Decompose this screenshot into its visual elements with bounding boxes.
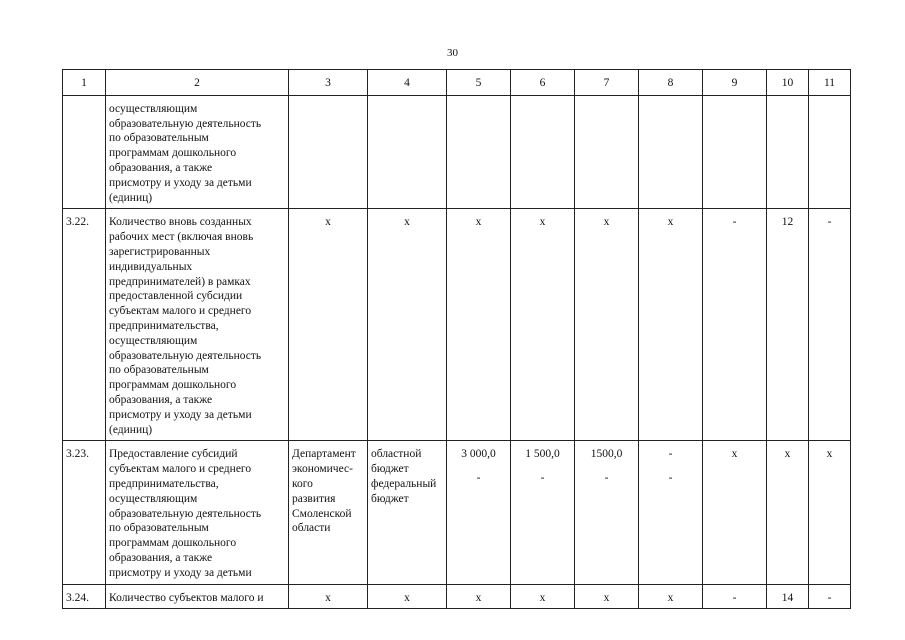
description-line: субъектам малого и среднего: [109, 463, 252, 476]
column-header: 4: [368, 70, 447, 96]
cell: x: [289, 584, 368, 609]
executor-line: Департамент: [292, 448, 356, 461]
source-line: областной: [371, 448, 422, 461]
description-line: Количество вновь созданных: [109, 216, 252, 229]
description-line: программам дошкольного: [109, 537, 237, 550]
table-row: [63, 441, 851, 584]
source-line: бюджет: [371, 463, 409, 476]
column-header: 11: [809, 70, 851, 96]
amount-federal: -: [604, 472, 609, 485]
source-line: бюджет: [371, 492, 409, 505]
description-line: предпринимательства,: [109, 477, 219, 490]
row-description: [106, 584, 289, 609]
description-line: по образовательным: [109, 364, 209, 377]
column-header: 9: [703, 70, 767, 96]
cell: x: [289, 209, 368, 441]
row-number: 3.24.: [63, 584, 106, 609]
description-line: присмотру и уходу за детьми: [109, 566, 252, 579]
cell: [575, 95, 639, 209]
row-number: [63, 95, 106, 209]
cell: x: [368, 584, 447, 609]
column-header: 1: [63, 70, 106, 96]
column-header: 7: [575, 70, 639, 96]
cell: [289, 95, 368, 209]
description-line: программам дошкольного: [109, 379, 237, 392]
description-line: индивидуальных: [109, 260, 193, 273]
table-row: [63, 209, 851, 441]
column-header: 10: [767, 70, 809, 96]
cell: 14: [767, 584, 809, 609]
cell: x: [639, 584, 703, 609]
description-line: Количество субъектов малого и: [109, 591, 264, 604]
header-row: [63, 70, 851, 96]
description-line: рабочих мест (включая вновь: [109, 231, 254, 244]
amount-regional: 1 500,0: [525, 448, 560, 461]
amount-cell: [447, 441, 511, 584]
cell: x: [511, 584, 575, 609]
description-line: осуществляющим: [109, 334, 198, 347]
description-line: (единиц): [109, 423, 153, 436]
description-line: присмотру и уходу за детьми: [109, 408, 252, 421]
executor-line: кого: [292, 477, 313, 490]
responsible-executor: [289, 441, 368, 584]
table-row: [63, 95, 851, 209]
description-line: осуществляющим: [109, 492, 198, 505]
table-row: [63, 584, 851, 609]
executor-line: развития: [292, 492, 336, 505]
executor-line: Смоленской: [292, 507, 352, 520]
description-line: предоставленной субсидии: [109, 290, 243, 303]
description-line: образования, а также: [109, 161, 213, 174]
column-header: 8: [639, 70, 703, 96]
row-description: [106, 209, 289, 441]
page-number: 30: [447, 47, 458, 59]
description-line: Предоставление субсидий: [109, 448, 238, 461]
column-header: 5: [447, 70, 511, 96]
cell: x: [447, 584, 511, 609]
description-line: образования, а также: [109, 551, 213, 564]
amount-regional: -: [668, 448, 673, 461]
cell: x: [511, 209, 575, 441]
amount-cell: [511, 441, 575, 584]
funding-source: [368, 441, 447, 584]
executor-line: области: [292, 522, 331, 535]
description-line: образовательную деятельность: [109, 507, 262, 520]
amount-federal: -: [540, 472, 545, 485]
cell: [639, 95, 703, 209]
row-number: 3.22.: [63, 209, 106, 441]
column-header: 6: [511, 70, 575, 96]
source-line: федеральный: [371, 477, 437, 490]
cell: x: [639, 209, 703, 441]
cell: [809, 95, 851, 209]
row-number: 3.23.: [63, 441, 106, 584]
cell: x: [575, 209, 639, 441]
description-line: образовательную деятельность: [109, 117, 262, 130]
description-line: субъектам малого и среднего: [109, 305, 252, 318]
amount-federal: -: [668, 472, 673, 485]
column-header: 3: [289, 70, 368, 96]
cell: -: [703, 584, 767, 609]
description-line: по образовательным: [109, 522, 209, 535]
description-line: осуществляющим: [109, 102, 198, 115]
cell: 12: [767, 209, 809, 441]
cell: [767, 95, 809, 209]
description-line: образования, а также: [109, 393, 213, 406]
description-line: программам дошкольного: [109, 147, 237, 160]
cell: [511, 95, 575, 209]
row-description: [106, 95, 289, 209]
amount-regional: 3 000,0: [461, 448, 496, 461]
description-line: предпринимателей) в рамках: [109, 275, 251, 288]
indicators-table: [62, 69, 851, 609]
description-line: образовательную деятельность: [109, 349, 262, 362]
cell: x: [703, 441, 767, 584]
description-line: (единиц): [109, 191, 153, 204]
amount-cell: [575, 441, 639, 584]
cell: -: [703, 209, 767, 441]
cell: x: [767, 441, 809, 584]
cell: [447, 95, 511, 209]
cell: -: [809, 584, 851, 609]
amount-federal: -: [476, 472, 481, 485]
row-description: [106, 441, 289, 584]
cell: x: [809, 441, 851, 584]
cell: -: [809, 209, 851, 441]
cell: x: [575, 584, 639, 609]
cell: [368, 95, 447, 209]
description-line: зарегистрированных: [109, 245, 211, 258]
cell: [703, 95, 767, 209]
cell: x: [368, 209, 447, 441]
cell: x: [447, 209, 511, 441]
description-line: по образовательным: [109, 132, 209, 145]
description-line: присмотру и уходу за детьми: [109, 176, 252, 189]
amount-cell: [639, 441, 703, 584]
column-header: 2: [106, 70, 289, 96]
amount-regional: 1500,0: [590, 448, 623, 461]
executor-line: экономичес-: [292, 463, 353, 476]
description-line: предпринимательства,: [109, 319, 219, 332]
